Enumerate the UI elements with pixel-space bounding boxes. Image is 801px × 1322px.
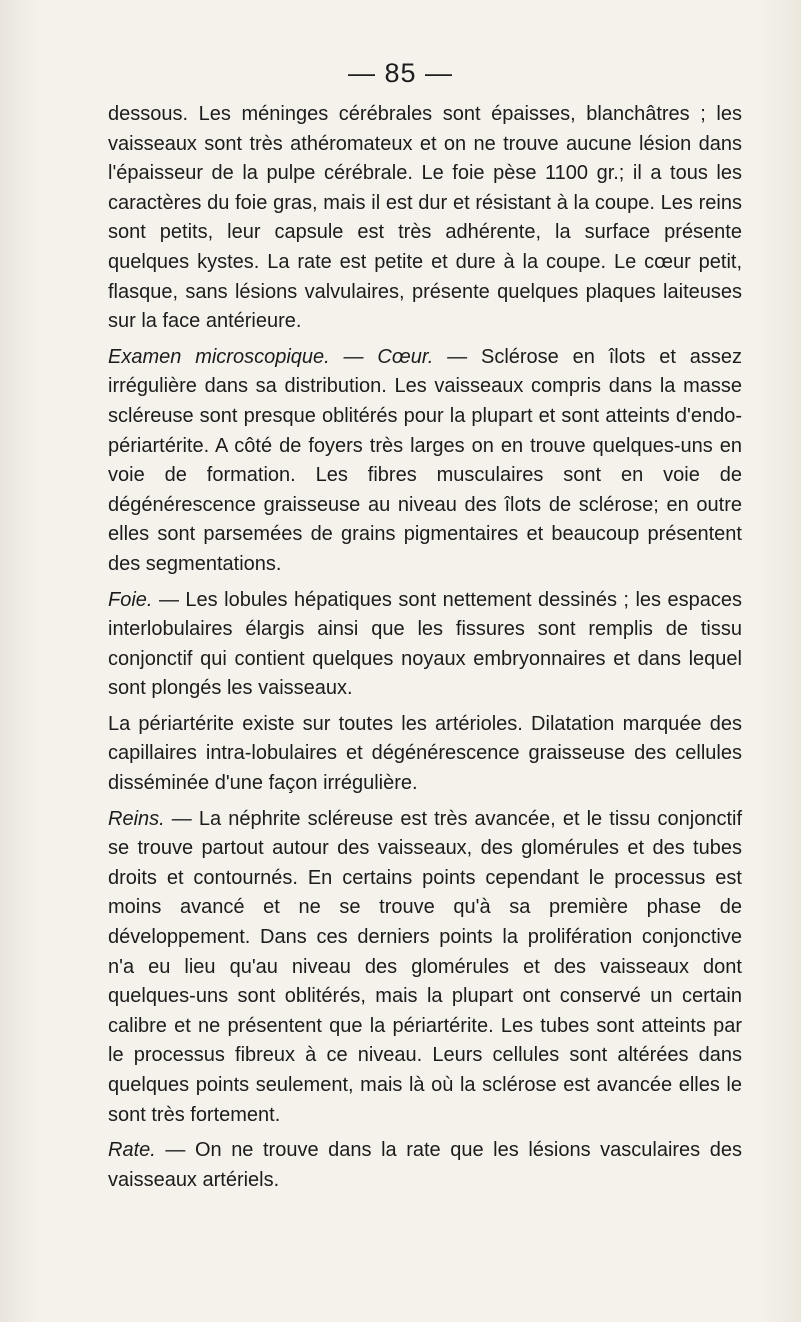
- paragraph-lead: Examen microscopique. — Cœur.: [108, 345, 434, 368]
- paragraph-text: — La néphrite scléreuse est très avancée, et le tissu conjonctif se trouve partout autour des vaisseaux, des glomérules et des tubes droits et contournés. En certains points cependant le processus est moins avancé et ne se trouve qu'à sa première phase de développement. Dans ces derniers points la prolifération conjonctive n'a eu lieu qu'au niveau des glomérules et des vaisseaux dont quelques-uns sont oblitérés, mais la plupart ont conservé un certain calibre et ne présentent que la périartérite. Les tubes sont atteints par le processus fibreux à ce niveau. Leurs cellules sont altérées dans quelques points seulement, mais là où la sclérose est avancée elles le sont très fortement.: [108, 807, 742, 1126]
- paragraph-reins: [108, 805, 742, 1131]
- paragraph-text: La périartérite existe sur toutes les artérioles. Dilatation marquée des capillaires intra-lobulaires et dégénérescence graisseuse des cellules disséminée d'une façon irrégulière.: [108, 712, 742, 795]
- paragraph-text: dessous. Les méninges cérébrales sont épaisses, blanchâtres ; les vaisseaux sont très athéromateux et on ne trouve aucune lésion dans l'épaisseur de la pulpe cérébrale. Le foie pèse 1100 gr.; il a tous les caractères du foie gras, mais il est dur et résistant à la coupe. Les reins sont petits, leur capsule est très adhérente, la surface présente quelques kystes. La rate est petite et dure à la coupe. Le cœur petit, flasque, sans lésions valvulaires, présente quelques plaques laiteuses sur la face antérieure.: [108, 103, 742, 333]
- paragraph-lead: Reins.: [108, 807, 165, 830]
- paragraph-lead: Rate.: [108, 1139, 156, 1162]
- paragraph-rate: [108, 1136, 742, 1195]
- paragraph-periarterite: [108, 710, 742, 799]
- page-number: — 85 —: [347, 58, 454, 88]
- paragraph-text: — On ne trouve dans la rate que les lésions vasculaires des vaisseaux artériels.: [108, 1139, 742, 1191]
- body-text: [108, 100, 742, 1195]
- paragraph-text: — Les lobules hépatiques sont nettement dessinés ; les espaces interlobulaires élargis ainsi que les fissures sont remplis de tissu conjonctif qui contient quelques noyaux embryonnaires et dans lequel sont plongés les vaisseaux.: [108, 588, 742, 700]
- paragraph-foie: [108, 586, 742, 704]
- paragraph-text: — Sclérose en îlots et assez irrégulière dans sa distribution. Les vaisseaux compris dans la masse scléreuse sont presque oblitérés pour la plupart et sont atteints d'endo-périartérite. A côté de foyers très larges on en trouve quelques-uns en voie de formation. Les fibres musculaires sont en voie de dégénérescence graisseuse au niveau des îlots de sclérose; en outre elles sont parsemées de grains pigmentaires et beaucoup présentent des segmentations.: [108, 345, 742, 575]
- paragraph-lead: Foie.: [108, 588, 153, 611]
- paragraph-autopsy: [108, 100, 742, 337]
- paragraph-coeur: [108, 343, 742, 580]
